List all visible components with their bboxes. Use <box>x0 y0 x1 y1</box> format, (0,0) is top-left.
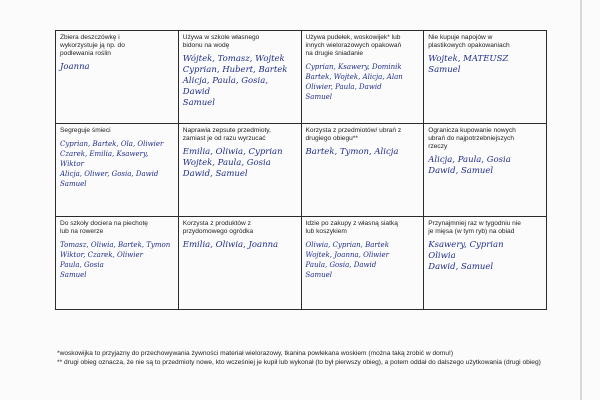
habit-prompt: Przynajmniej raz w tygodniu nie je mięsa (w tym ryb) na obiad <box>428 220 521 235</box>
habit-prompt: Naprawia zepsute przedmioty, zamiast je od razu wyrzucać <box>182 127 271 142</box>
habit-cell <box>424 124 547 217</box>
footnote-drugi-obieg: ** drugi obieg oznacza, że nie są to przedmioty nowe, kto wcześniej je kupił lub wykonał (to był pierwszy obieg), a potem oddał do dalszego użytkowania (drugi obieg) <box>57 358 541 366</box>
habit-cell <box>56 217 179 310</box>
handwritten-names: Alicja, Paula, Gosia Dawid, Samuel <box>428 155 511 176</box>
handwritten-names: Ksawery, Cyprian Oliwia Dawid, Samuel <box>428 240 504 272</box>
habit-cell <box>56 31 179 124</box>
habit-cell <box>424 217 547 310</box>
habit-prompt: Korzysta z produktów z przydomowego ogródka <box>182 220 254 235</box>
habit-prompt: Idzie po zakupy z własną siatką lub koszykiem <box>305 220 398 235</box>
habit-cell <box>178 217 301 310</box>
handwritten-names: Joanna <box>60 62 90 72</box>
table-row <box>56 31 547 124</box>
handwritten-names: Wojtek, MATEUSZ Samuel <box>428 54 509 75</box>
habit-prompt: Zbiera deszczówkę i wykorzystuje ją np. do podlewania roślin <box>60 34 125 57</box>
handwritten-names: Cyprian, Ksawery, Dominik Bartek, Wojtek, Alicja, Alan Oliwier, Paula, Dawid Samuel <box>305 63 403 101</box>
table-body <box>56 31 547 310</box>
habit-prompt: Ogranicza kupowanie nowych ubrań do najpotrzebniejszych rzeczy <box>428 127 516 150</box>
handwritten-names: Bartek, Tymon, Alicja <box>305 147 399 157</box>
habit-prompt: Używa w szkole własnego bidonu na wodę <box>182 34 260 49</box>
handwritten-names: Tomasz, Oliwia, Bartek, Tymon Wiktor, Czarek, Oliwier Paula, Gosia Samuel <box>60 241 171 279</box>
habit-cell <box>301 31 424 124</box>
habit-prompt: Nie kupuje napojów w plastikowych opakowaniach <box>428 34 510 49</box>
habit-cell <box>301 217 424 310</box>
handwritten-names: Emilia, Oliwia, Cyprian Wojtek, Paula, Gosia Dawid, Samuel <box>182 147 283 179</box>
habit-cell <box>178 124 301 217</box>
handwritten-names: Wójtek, Tomasz, Wojtek Cyprian, Hubert, Bartek Alicja, Paula, Gosia, Dawid Samuel <box>182 54 288 108</box>
footnotes <box>57 350 557 367</box>
habit-prompt: Segreguje śmieci <box>60 127 111 134</box>
handwritten-names: Cyprian, Bartek, Ola, Oliwier Czarek, Emilia, Ksawery, Wiktor Alicja, Oliwer, Gosia, Dawid Samuel <box>60 140 164 188</box>
habit-prompt: Do szkoły dociera na piechotę lub na rowerze <box>60 220 148 235</box>
footnote-woskowijka: *woskowijka to przyjazny do przechowywania żywności materiał wielorazowy, tkanina powlekana woskiem (można taką zrobić w domu!) <box>57 350 454 357</box>
handwritten-names: Oliwia, Cyprian, Bartek Wojtek, Joanna, Oliwier Paula, Gosia, Dawid Samuel <box>305 241 390 279</box>
habit-cell <box>56 124 179 217</box>
habit-cell <box>301 124 424 217</box>
eco-habits-table <box>55 30 547 310</box>
habit-prompt: Używa pudełek, woskowijek* lub innych wielorazowych opakowań na drugie śniadanie <box>305 34 402 57</box>
page-edge-divider <box>580 0 582 400</box>
table-row <box>56 217 547 310</box>
habit-cell <box>178 31 301 124</box>
habit-prompt: Korzysta z przedmiotów/ ubrań z drugiego obiegu** <box>305 127 402 142</box>
table-row <box>56 124 547 217</box>
habit-cell <box>424 31 547 124</box>
handwritten-names: Emilia, Oliwia, Joanna <box>182 240 279 250</box>
